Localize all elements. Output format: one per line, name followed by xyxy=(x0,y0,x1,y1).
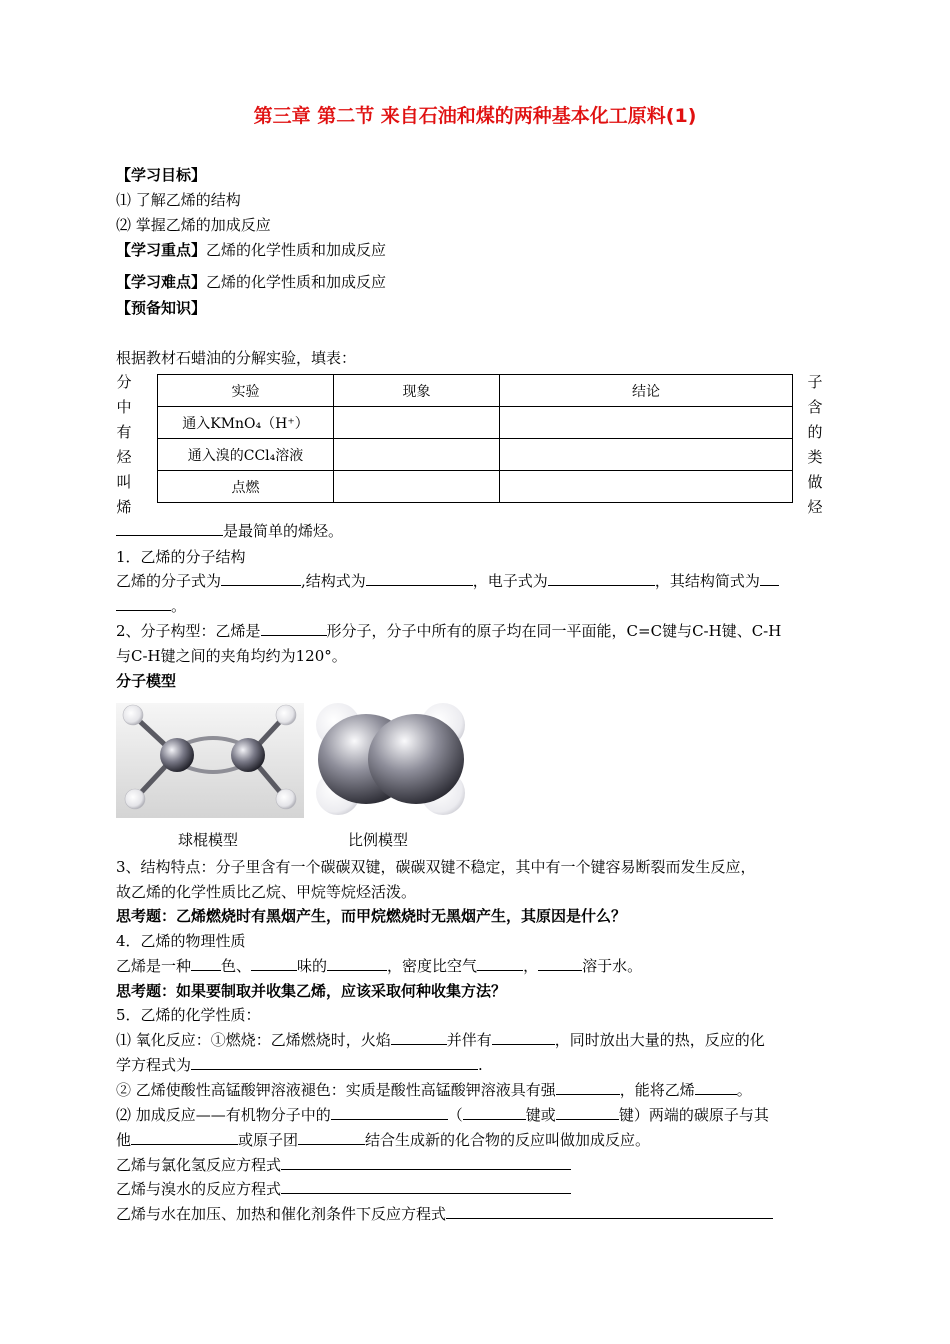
blank-field[interactable] xyxy=(556,1079,620,1095)
table-cell-blank[interactable] xyxy=(500,471,793,503)
model-heading: 分子模型 xyxy=(116,672,177,690)
difficulty-label: 【学习难点】 xyxy=(116,273,207,291)
experiment-table xyxy=(157,374,793,503)
oxidation-line-2: 学方程式为 . xyxy=(116,1056,483,1074)
table-row-label: 通入溴的CCl₄溶液 xyxy=(158,439,334,471)
oxidation-line-3: ② 乙烯使酸性高锰酸钾溶液褪色：实质是酸性高锰酸钾溶液具有强 ，能将乙烯 。 xyxy=(116,1081,752,1099)
blank-field[interactable] xyxy=(366,570,473,586)
addition-line-1: ⑵ 加成反应——有机物分子中的 （ 键或 键）两端的碳原子与其 xyxy=(116,1106,769,1124)
goal-item-1: ⑴ 了解乙烯的结构 xyxy=(116,191,241,209)
blank-field[interactable] xyxy=(538,955,582,971)
blank-field[interactable] xyxy=(116,595,171,611)
equation-bromine-water: 乙烯与溴水的反应方程式 xyxy=(116,1178,571,1199)
goal-item-2: ⑵ 掌握乙烯的加成反应 xyxy=(116,216,271,234)
equation-hcl: 乙烯与氯化氢反应方程式 xyxy=(116,1154,571,1175)
table-cell-blank[interactable] xyxy=(500,407,793,439)
table-cell-blank[interactable] xyxy=(500,439,793,471)
blank-field[interactable] xyxy=(695,1079,737,1095)
simplest-line: 是最简单的烯烃。 xyxy=(116,520,343,541)
s4-heading: 4．乙烯的物理性质 xyxy=(116,932,246,950)
think-question-1: 思考题：乙烯燃烧时有黑烟产生，而甲烷燃烧时无黑烟产生，其原因是什么？ xyxy=(116,907,627,925)
blank-field[interactable] xyxy=(261,620,327,636)
s3-line-1: 3、结构特点：分子里含有一个碳碳双键，碳碳双键不稳定，其中有一个键容易断裂而发生反应， xyxy=(116,858,756,876)
blank-field[interactable] xyxy=(116,520,223,536)
focus-text: 乙烯的化学性质和加成反应 xyxy=(206,241,387,259)
blank-field[interactable] xyxy=(281,1154,571,1170)
difficulty-text: 乙烯的化学性质和加成反应 xyxy=(206,273,387,291)
difficulty-line xyxy=(116,271,386,292)
blank-field[interactable] xyxy=(131,1129,238,1145)
table-row-label: 通入KMnO₄（H⁺） xyxy=(158,407,334,439)
focus-line xyxy=(116,239,386,260)
page-title: 第三章 第二节 来自石油和煤的两种基本化工原料(1) xyxy=(253,105,697,127)
s1-line-2: 。 xyxy=(116,595,186,616)
blank-field[interactable] xyxy=(251,955,297,971)
s5-heading: 5．乙烯的化学性质： xyxy=(116,1006,261,1024)
ball-stick-caption: 球棍模型 xyxy=(178,831,239,849)
table-cell-blank[interactable] xyxy=(334,407,500,439)
blank-field[interactable] xyxy=(281,1178,571,1194)
ball-stick-model xyxy=(116,703,304,818)
blank-field[interactable] xyxy=(446,1203,773,1219)
table-header-experiment: 实验 xyxy=(158,375,334,407)
focus-label: 【学习重点】 xyxy=(116,241,207,259)
prep-heading: 【预备知识】 xyxy=(116,299,207,317)
table-cell-blank[interactable] xyxy=(334,471,500,503)
space-filling-model xyxy=(304,703,469,818)
intro-text: 根据教材石蜡油的分解实验，填表： xyxy=(116,349,357,367)
blank-field[interactable] xyxy=(221,570,301,586)
s1-heading: 1．乙烯的分子结构 xyxy=(116,548,246,566)
goals-heading: 【学习目标】 xyxy=(116,166,207,184)
think-question-2: 思考题：如果要制取并收集乙烯，应该采取何种收集方法？ xyxy=(116,982,507,1000)
blank-field[interactable] xyxy=(191,1054,478,1070)
oxidation-line-1: ⑴ 氧化反应：①燃烧：乙烯燃烧时，火焰 并伴有 ，同时放出大量的热，反应的化 xyxy=(116,1031,765,1049)
blank-field[interactable] xyxy=(391,1029,447,1045)
molecule-models-image xyxy=(116,703,471,823)
blank-field[interactable] xyxy=(331,1104,448,1120)
equation-water: 乙烯与水在加压、加热和催化剂条件下反应方程式 xyxy=(116,1203,773,1224)
table-cell-blank[interactable] xyxy=(334,439,500,471)
s2-line-1: 2、分子构型：乙烯是 形分子，分子中所有的原子均在同一平面能，C=C键与C-H键、C-H xyxy=(116,622,782,640)
s3-line-2: 故乙烯的化学性质比乙烷、甲烷等烷烃活泼。 xyxy=(116,883,417,901)
table-row-label: 点燃 xyxy=(158,471,334,503)
blank-field[interactable] xyxy=(298,1129,365,1145)
space-fill-caption: 比例模型 xyxy=(348,831,409,849)
blank-field[interactable] xyxy=(760,570,779,586)
blank-field[interactable] xyxy=(327,955,387,971)
blank-field[interactable] xyxy=(477,955,523,971)
blank-field[interactable] xyxy=(492,1029,555,1045)
blank-field[interactable] xyxy=(556,1104,619,1120)
s4-line: 乙烯是一种 色、 味的 ，密度比空气 ， 溶于水。 xyxy=(116,957,643,975)
blank-field[interactable] xyxy=(191,955,221,971)
blank-field[interactable] xyxy=(463,1104,526,1120)
side-text-right: 子 含 的 类 做 烃 xyxy=(807,373,823,516)
s1-line: 乙烯的分子式为 ,结构式为 ，电子式为 ，其结构简式为 xyxy=(116,570,779,591)
addition-line-2: 他 或原子团 结合生成新的化合物的反应叫做加成反应。 xyxy=(116,1131,651,1149)
s2-line-2: 与C-H键之间的夹角均约为120°。 xyxy=(116,647,347,665)
blank-field[interactable] xyxy=(548,570,655,586)
table-header-conclusion: 结论 xyxy=(500,375,793,407)
side-text-left: 分 中 有 烃 叫 烯 xyxy=(116,373,132,516)
table-header-phenomenon: 现象 xyxy=(334,375,500,407)
